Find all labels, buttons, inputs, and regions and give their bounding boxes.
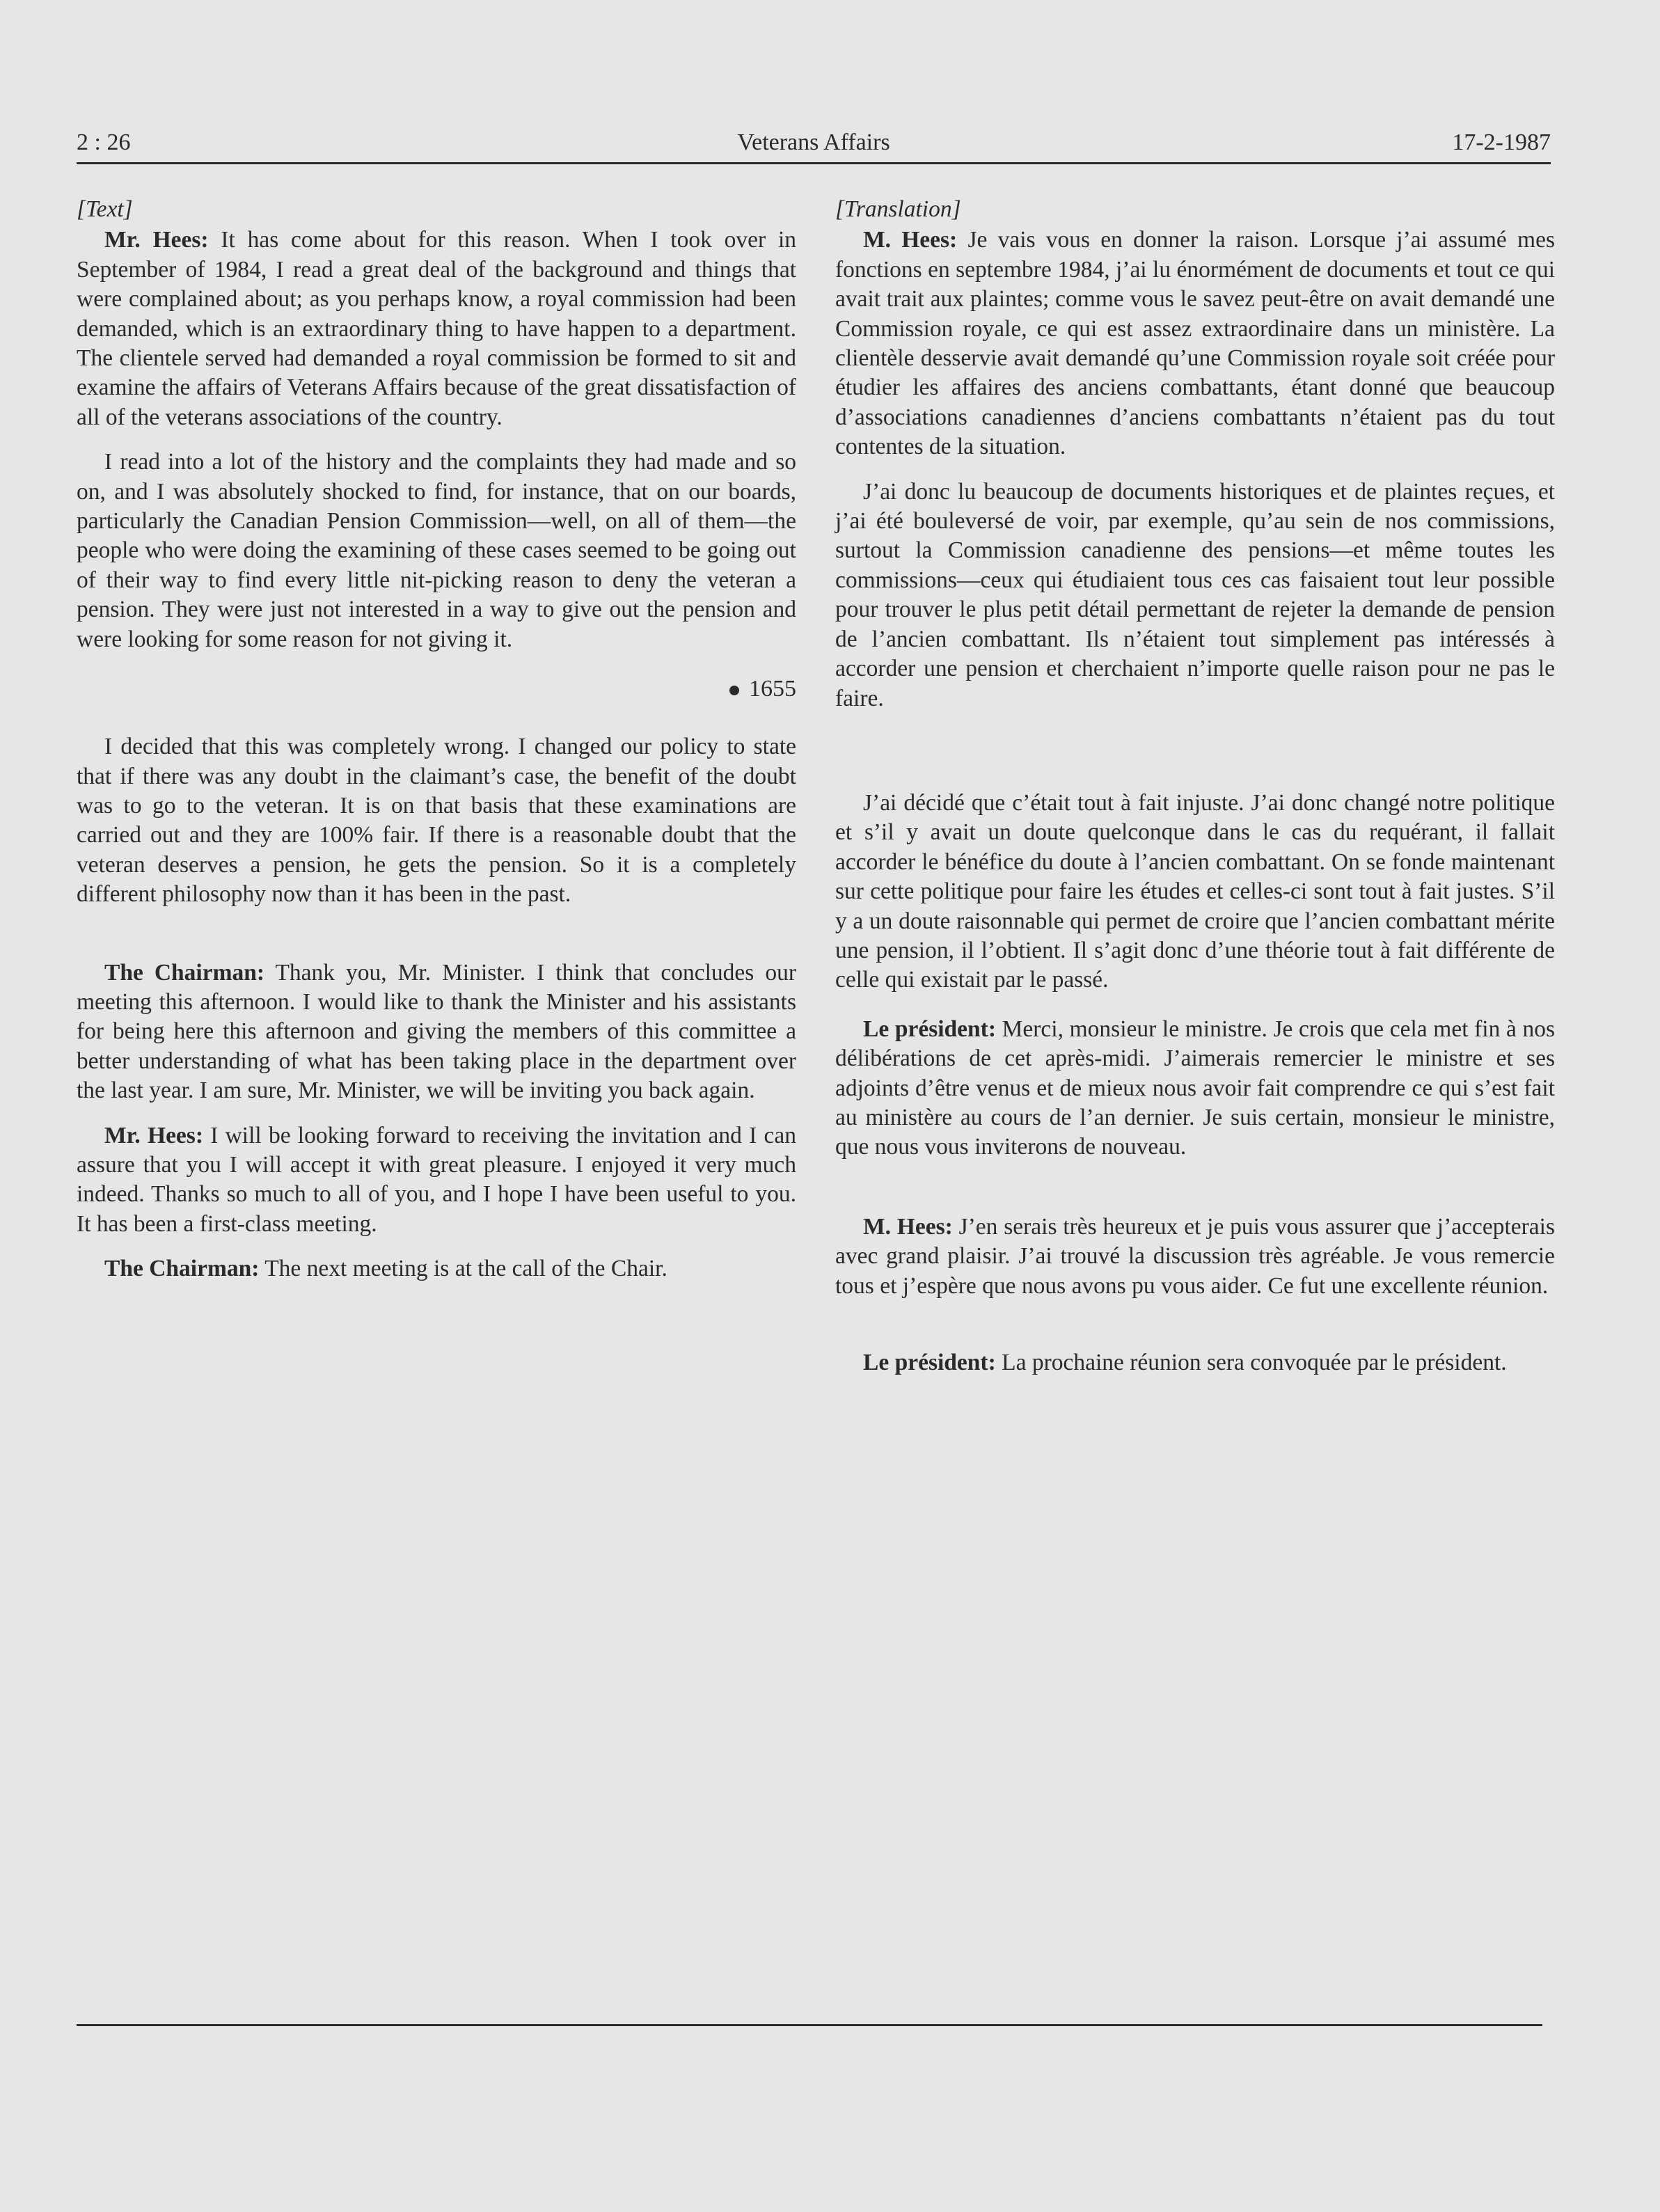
- speaker-name: The Chairman:: [104, 959, 265, 986]
- paragraph: [835, 226, 1555, 461]
- page-header: [77, 124, 1551, 161]
- paragraph: [77, 958, 796, 1106]
- speaker-name: The Chairman:: [104, 1256, 260, 1282]
- column-label-translation-value: Translation: [844, 196, 952, 222]
- paragraph-text: The next meeting is at the call of the Chair.: [264, 1256, 667, 1282]
- speaker-name: Le président:: [863, 1016, 996, 1042]
- paragraph: [77, 1254, 796, 1283]
- header-date: 17-2-1987: [1452, 129, 1551, 155]
- paragraph-text: Thank you, Mr. Minister. I think that concludes our meeting this afternoon. I would like to thank the Minister and his assistants for being here this afternoon and giving the members of this committee a better understanding of what has been taking place in the department over the last year. I am sure, Mr. Minister, we will be inviting you back again.: [77, 959, 796, 1104]
- paragraph-text: Je vais vous en donner la raison. Lorsque j’ai assumé mes fonctions en septembre 1984, j’ai lu énormément de documents et tout ce qui avait trait aux plaintes; comme vous le savez peut-être on avait demandé une Commission royale, ce qui est assez extraordinaire dans un ministère. La clientèle desservie avait demandé qu’une Commission royale soit créée pour étudier les affaires des anciens combattants, étant donné que beaucoup d’associations canadiennes d’anciens combattants n’étaient pas du tout contentes de la situation.: [835, 227, 1555, 460]
- paragraph: [77, 732, 796, 909]
- paragraph: [77, 226, 796, 432]
- paragraph-text: La prochaine réunion sera convoquée par le président.: [1002, 1350, 1507, 1375]
- paragraph-text: J’en serais très heureux et je puis vous assurer que j’accepterais avec grand plaisir. J’ai trouvé la discussion très agréable. Je vous remercie tous et j’espère que nous avons pu vous aider. Ce fut une excellente réunion.: [835, 1213, 1556, 1299]
- french-column: [835, 195, 1555, 1377]
- paragraph-text: I read into a lot of the history and the complaints they had made and so on, and I was absolutely shocked to find, for instance, that on our boards, particularly the Canadian Pension Commission—well, on all of them—the people who were doing the examining of these cases seemed to be going out of their way to find every little nit-picking reason to deny the veteran a pension. They were just not interested in a way to give out the pension and were looking for some reason for not giving it.: [77, 449, 796, 652]
- header-rule: [77, 162, 1551, 164]
- english-column: [77, 195, 796, 1284]
- paragraph: [835, 1348, 1555, 1377]
- page-number: 2 : 26: [77, 129, 131, 155]
- paragraph-text: I will be looking forward to receiving the invitation and I can assure that you I will accept it with great pleasure. I enjoyed it very much indeed. Thanks so much to all of you, and I hope I have been useful to you. It has been a first-class meeting.: [77, 1122, 797, 1237]
- paragraph: [835, 789, 1555, 995]
- speaker-name: M. Hees:: [863, 1213, 953, 1240]
- paragraph-text: It has come about for this reason. When I took over in September of 1984, I read a great deal of the background and things that were complained about; as you perhaps know, a royal commission had been demanded, which is an extraordinary thing to have happen to a department. The clientele served had demanded a royal commission be formed to sit and examine the affairs of Veterans Affairs because of the great dissatisfaction of all of the veterans associations of the country.: [77, 227, 797, 430]
- timestamp-text: 1655: [749, 676, 796, 702]
- paragraph-text: Merci, monsieur le ministre. Je crois que cela met fin à nos délibérations de cet après-midi. J’aimerais remercier le ministre et ses adjoints d’être venus et de mieux nous avoir fait comprendre ce qui s’est fait au ministère au cours de l’an dernier. Je suis certain, monsieur le ministre, que nous vous inviterons de nouveau.: [835, 1016, 1556, 1160]
- column-label-translation: [Translation]: [835, 196, 961, 222]
- paragraph: [835, 1212, 1555, 1301]
- column-label-text: [Text]: [77, 196, 133, 222]
- paragraph-text: J’ai décidé que c’était tout à fait injuste. J’ai donc changé notre politique et s’il y avait un doute quelconque dans le cas du requérant, il fallait accorder le bénéfice du doute à l’ancien combattant. On se fonde maintenant sur cette politique pour faire les études et celles-ci sont tout à fait justes. S’il y a un doute raisonnable qui permet de croire que l’ancien combattant mérite une pension, il l’obtient. Il s’agit donc d’une théorie tout à fait différente de celle qui existait par le passé.: [835, 789, 1555, 993]
- footer-rule: [77, 2024, 1542, 2026]
- speaker-name: M. Hees:: [863, 227, 958, 253]
- bullet-icon: [729, 686, 739, 695]
- timestamp-marker: [77, 674, 796, 704]
- paragraph: [77, 448, 796, 654]
- paragraph: [835, 1015, 1555, 1162]
- paragraph-text: I decided that this was completely wrong. I changed our policy to state that if there was any doubt in the claimant’s case, the benefit of the doubt was to go to the veteran. It is on that basis that these examinations are carried out and they are 100% fair. If there is a reasonable doubt that the veteran deserves a pension, he gets the pension. So it is a completely different philosophy now than it has been in the past.: [77, 734, 796, 908]
- speaker-name: Mr. Hees:: [104, 1122, 203, 1148]
- paragraph: [77, 1121, 796, 1240]
- speaker-name: Mr. Hees:: [104, 227, 209, 253]
- speaker-name: Le président:: [863, 1350, 996, 1375]
- column-label-text-value: Text: [86, 196, 124, 222]
- paragraph: [835, 477, 1555, 713]
- running-title: Veterans Affairs: [737, 129, 890, 155]
- paragraph-text: J’ai donc lu beaucoup de documents historiques et de plaintes reçues, et j’ai été bouleversé de voir, par exemple, qu’au sein de nos commissions, surtout la Commission canadienne des pensions—et même toutes les commissions—ceux qui étudiaient tous ces cas faisaient tout leur possible pour trouver le plus petit détail permettant de rejeter la demande de pension de l’ancien combattant. Ils n’étaient tout simplement pas intéressés à accorder une pension et cherchaient n’importe quelle raison pour ne pas le faire.: [835, 478, 1555, 711]
